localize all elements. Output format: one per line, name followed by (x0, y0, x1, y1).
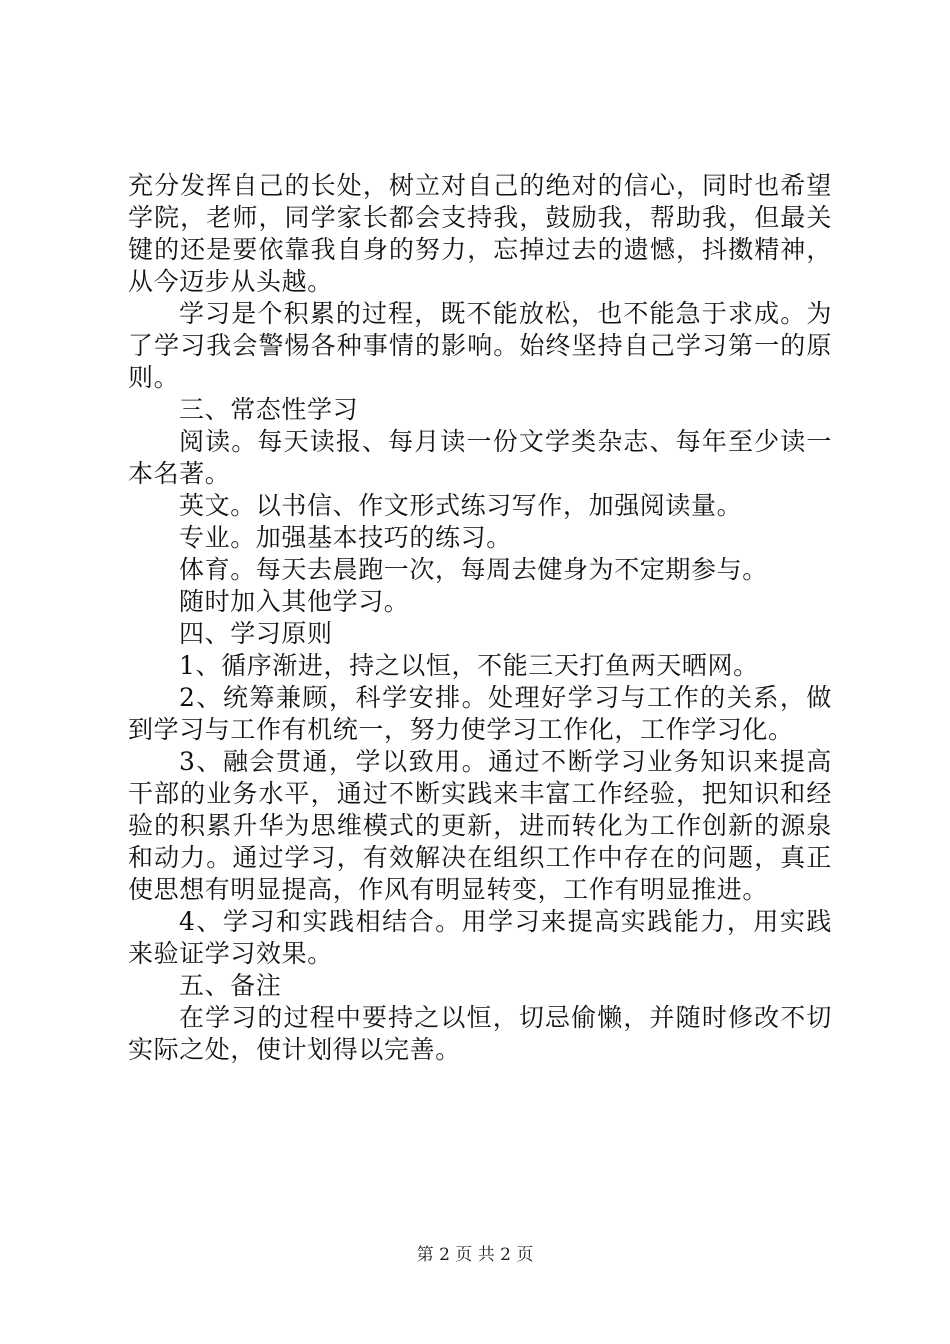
document-body (128, 170, 832, 1066)
page-number-footer: 第 2 页 共 2 页 (416, 1245, 534, 1265)
paragraph-major: 专业。加强基本技巧的练习。 (179, 523, 512, 552)
paragraph-english: 英文。以书信、作文形式练习写作，加强阅读量。 (179, 491, 743, 520)
paragraph-sports: 体育。每天去晨跑一次，每周去健身为不定期参与。 (179, 555, 768, 584)
principle-item-1: 1、循序渐进，持之以恒，不能三天打鱼两天晒网。 (179, 651, 759, 680)
paragraph-other-learning: 随时加入其他学习。 (179, 587, 410, 616)
paragraph-reading: 阅读。每天读报、每月读一份文学类杂志、每年至少读一本名著。 (128, 427, 832, 488)
section-heading-remarks: 五、备注 (179, 971, 282, 1000)
principle-item-2: 2、统筹兼顾，科学安排。处理好学习与工作的关系，做到学习与工作有机统一，努力使学习工作化，工作学习化。 (128, 683, 832, 744)
section-heading-learning-principles: 四、学习原则 (179, 619, 333, 648)
paragraph-remarks: 在学习的过程中要持之以恒，切忌偷懒，并随时修改不切实际之处，使计划得以完善。 (128, 1003, 832, 1064)
principle-item-4: 4、学习和实践相结合。用学习来提高实践能力，用实践来验证学习效果。 (128, 907, 832, 968)
paragraph-learning-process: 学习是个积累的过程，既不能放松，也不能急于求成。为了学习我会警惕各种事情的影响。始终坚持自己学习第一的原则。 (128, 299, 832, 392)
principle-item-3: 3、融会贯通，学以致用。通过不断学习业务知识来提高干部的业务水平，通过不断实践来丰富工作经验，把知识和经验的积累升华为思维模式的更新，进而转化为工作创新的源泉和动力。通过学习，有效解决在组织工作中存在的问题，真正使思想有明显提高，作风有明显转变，工作有明显推进。 (128, 747, 832, 904)
section-heading-routine-learning: 三、常态性学习 (179, 395, 359, 424)
paragraph-conclusion: 充分发挥自己的长处，树立对自己的绝对的信心，同时也希望学院，老师，同学家长都会支持我，鼓励我，帮助我，但最关键的还是要依靠我自身的努力，忘掉过去的遗憾，抖擞精神，从今迈步从头越。 (128, 171, 832, 296)
